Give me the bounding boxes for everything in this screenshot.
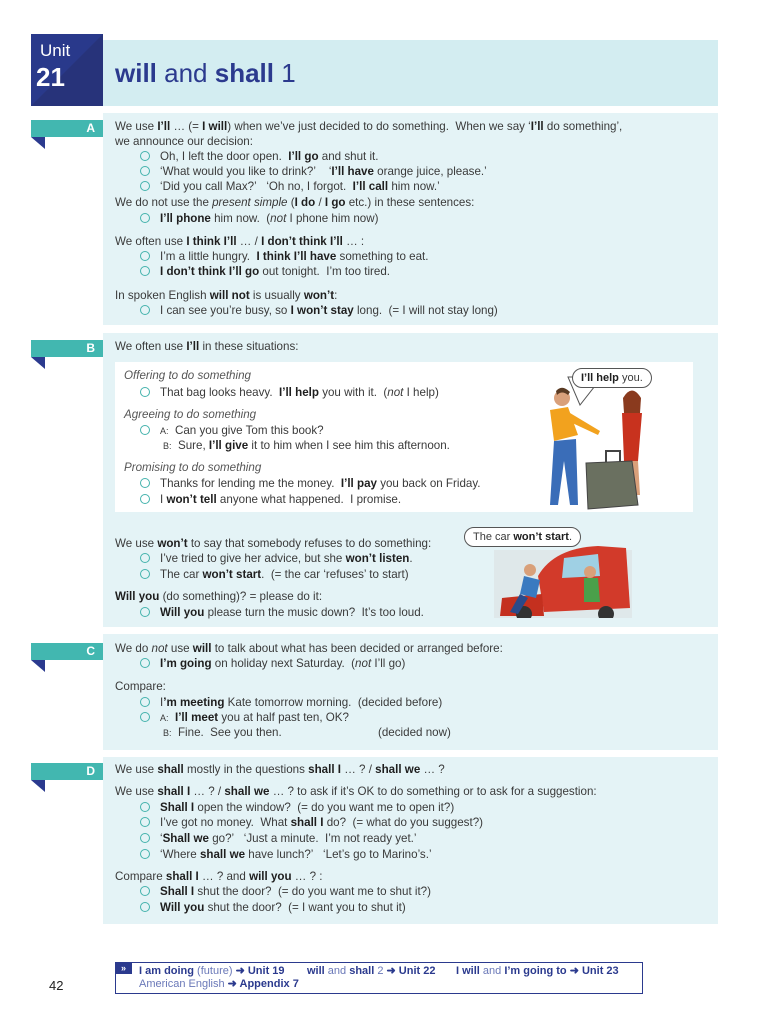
example-line: ‘Shall we go?’ ‘Just a minute. I’m not ready yet.’ <box>140 831 416 846</box>
example-line: I’ll phone him now. (not I phone him now) <box>140 211 378 226</box>
tab-fold <box>31 137 45 149</box>
speech-bubble-help: I’ll help you. <box>572 368 652 388</box>
audio-bullet-icon <box>140 305 150 315</box>
audio-bullet-icon <box>140 902 150 912</box>
example-line: I’ve tried to give her advice, but she won’t listen. <box>140 551 413 566</box>
example-line: Shall I shut the door? (= do you want me to shut it?) <box>140 884 431 899</box>
example-line: Will you please turn the music down? It’s too loud. <box>140 605 424 620</box>
example-line: ‘Where shall we have lunch?’ ‘Let’s go to Marino’s.’ <box>140 847 432 862</box>
audio-bullet-icon <box>140 833 150 843</box>
audio-bullet-icon <box>140 607 150 617</box>
section-d-tab: D <box>31 763 103 780</box>
example-line: I’m going on holiday next Saturday. (not I’ll go) <box>140 656 405 671</box>
audio-bullet-icon <box>140 181 150 191</box>
example-line: I don’t think I’ll go out tonight. I’m too tired. <box>140 264 390 279</box>
audio-bullet-icon <box>140 849 150 859</box>
example-line: I’ve got no money. What shall I do? (= what do you suggest?) <box>140 815 483 830</box>
section-a-text: We often use I think I’ll … / I don’t think I’ll … : <box>115 235 365 248</box>
unit-number: 21 <box>36 62 65 92</box>
speech-bubble-car: The car won’t start. <box>464 527 581 547</box>
audio-bullet-icon <box>140 658 150 668</box>
example-line: A: Can you give Tom this book? <box>140 423 324 439</box>
audio-bullet-icon <box>140 569 150 579</box>
person-head <box>584 566 596 578</box>
section-d-text: We use shall mostly in the questions shall I … ? / shall we … ? <box>115 763 445 776</box>
page-title: will and shall 1 <box>115 58 296 88</box>
audio-bullet-icon <box>140 251 150 261</box>
page-number: 42 <box>49 978 64 993</box>
footer-link-unit23[interactable]: I will and I’m going to ➜ Unit 23 <box>456 965 619 977</box>
audio-bullet-icon <box>140 553 150 563</box>
situation-heading: Offering to do something <box>124 369 251 382</box>
section-b-text: We often use I’ll in these situations: <box>115 340 299 353</box>
footer-link-unit19[interactable]: I am doing (future) ➜ Unit 19 <box>139 965 285 977</box>
audio-bullet-icon <box>140 886 150 896</box>
section-d-text: Compare shall I … ? and will you … ? : <box>115 870 323 883</box>
section-b-text: Will you (do something)? = please do it: <box>115 590 323 603</box>
example-line: That bag looks heavy. I’ll help you with it. (not I help) <box>140 385 439 400</box>
section-c-text: Compare: <box>115 680 166 693</box>
section-a-text: We use I’ll … (= I will) when we’ve just decided to do something. When we say ‘I’ll do something’, <box>115 120 623 133</box>
section-a-tab: A <box>31 120 103 137</box>
section-c-text: We do not use will to talk about what has been decided or arranged before: <box>115 642 503 655</box>
audio-bullet-icon <box>140 151 150 161</box>
example-line: A: I’ll meet you at half past ten, OK? <box>140 710 349 726</box>
example-line: ‘Did you call Max?’ ‘Oh no, I forgot. I’ll call him now.’ <box>140 179 440 194</box>
tab-fold <box>31 780 45 792</box>
footer-link-appendix[interactable]: American English ➜ Appendix 7 <box>139 978 299 990</box>
example-line: I won’t tell anyone what happened. I promise. <box>140 492 401 507</box>
example-line: B: Fine. See you then. <box>163 726 282 739</box>
example-line: Will you shut the door? (= I want you to shut it) <box>140 900 406 915</box>
example-line: Shall I open the window? (= do you want me to open it?) <box>140 800 454 815</box>
audio-bullet-icon <box>140 494 150 504</box>
example-line: Oh, I left the door open. I’ll go and shut it. <box>140 149 379 164</box>
audio-bullet-icon <box>140 802 150 812</box>
audio-bullet-icon <box>140 817 150 827</box>
section-d-text: We use shall I … ? / shall we … ? to ask if it’s OK to do something or to ask for a suggestion: <box>115 785 597 798</box>
section-a-text: we announce our decision: <box>115 135 253 148</box>
section-c-tab: C <box>31 643 103 660</box>
audio-bullet-icon <box>140 266 150 276</box>
example-line: I can see you’re busy, so I won’t stay long. (= I will not stay long) <box>140 303 498 318</box>
audio-bullet-icon <box>140 712 150 722</box>
example-line: I’m a little hungry. I think I’ll have something to eat. <box>140 249 429 264</box>
audio-bullet-icon <box>140 697 150 707</box>
person-head <box>524 564 536 576</box>
example-note: (decided now) <box>378 726 451 739</box>
example-line: Thanks for lending me the money. I’ll pay you back on Friday. <box>140 476 481 491</box>
audio-bullet-icon <box>140 478 150 488</box>
unit-label: Unit <box>40 41 71 60</box>
audio-bullet-icon <box>140 387 150 397</box>
situation-heading: Promising to do something <box>124 461 262 474</box>
audio-bullet-icon <box>140 213 150 223</box>
section-a-text: We do not use the present simple (I do / I go etc.) in these sentences: <box>115 196 475 209</box>
example-line: ‘What would you like to drink?’ ‘I’ll have orange juice, please.’ <box>140 164 487 179</box>
example-line: The car won’t start. (= the car ‘refuses’ to start) <box>140 567 409 582</box>
example-line: B: Sure, I’ll give it to him when I see him this afternoon. <box>163 439 450 452</box>
double-chevron-icon: » <box>115 962 132 974</box>
section-a-text: In spoken English will not is usually won’t: <box>115 289 338 302</box>
situation-heading: Agreeing to do something <box>124 408 257 421</box>
audio-bullet-icon <box>140 166 150 176</box>
section-b-tab: B <box>31 340 103 357</box>
example-line: I’m meeting Kate tomorrow morning. (decided before) <box>140 695 442 710</box>
tab-fold <box>31 357 45 369</box>
audio-bullet-icon <box>140 425 150 435</box>
footer-link-unit22[interactable]: will and shall 2 ➜ Unit 22 <box>307 965 436 977</box>
section-b-text: We use won’t to say that somebody refuses to do something: <box>115 537 432 550</box>
tab-fold <box>31 660 45 672</box>
